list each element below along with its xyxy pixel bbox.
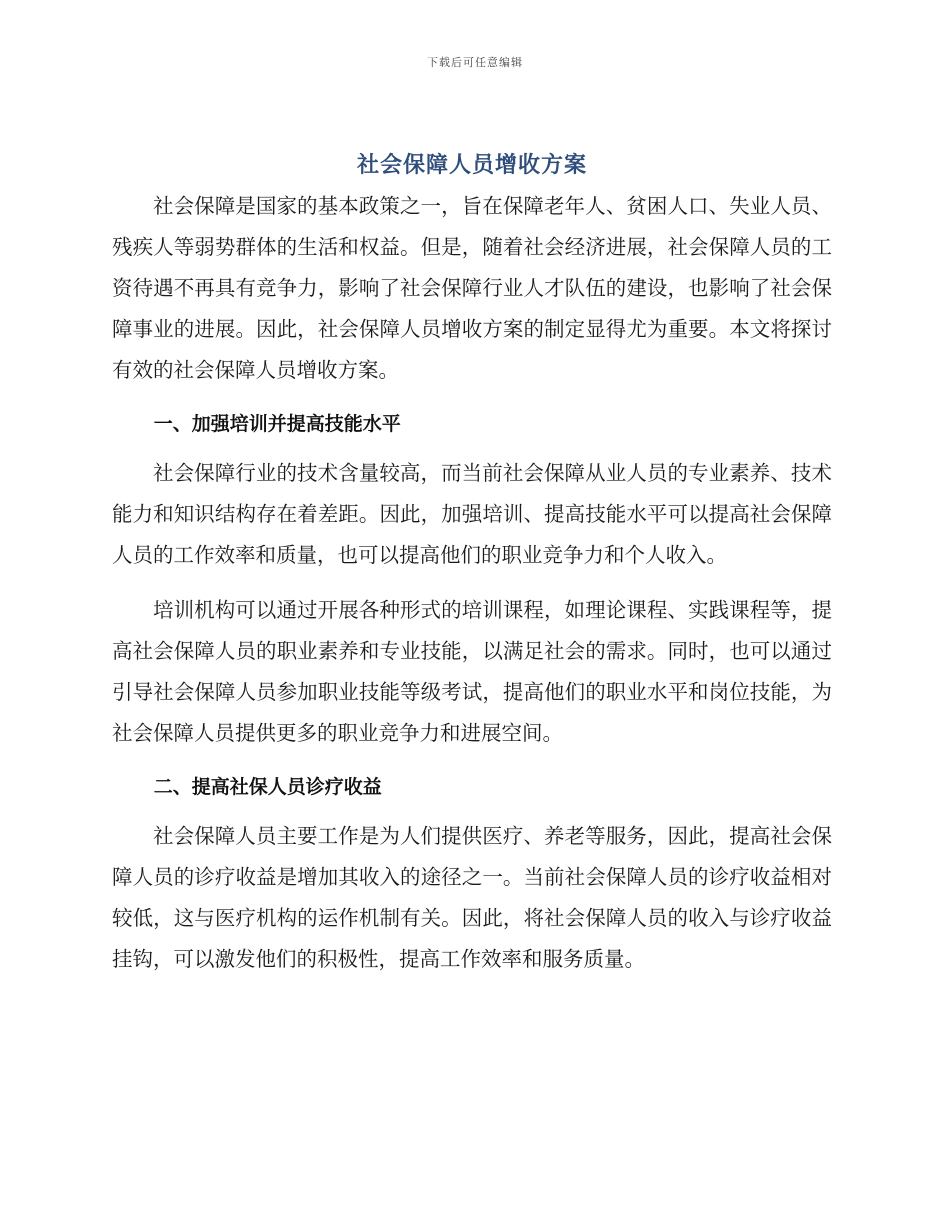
- page-header: 下载后可任意编辑: [427, 56, 523, 69]
- section2-paragraph-1: 社会保障人员主要工作是为人们提供医疗、养老等服务，因此，提高社会保障人员的诊疗收益是增加其收入的途径之一。当前社会保障人员的诊疗收益相对较低，这与医疗机构的运作机制有关。因此，将社会保障人员的收入与诊疗收益挂钩，可以激发他们的积极性，提高工作效率和服务质量。: [112, 824, 832, 971]
- section-heading-1: 一、加强培训并提高技能水平: [153, 413, 401, 435]
- intro-paragraph: 社会保障是国家的基本政策之一，旨在保障老年人、贫困人口、失业人员、残疾人等弱势群体的生活和权益。但是，随着社会经济进展，社会保障人员的工资待遇不再具有竞争力，影响了社会保障行业人才队伍的建设，也影响了社会保障事业的进展。因此，社会保障人员增收方案的制定显得尤为重要。本文将探讨有效的社会保障人员增收方案。: [112, 194, 832, 382]
- document-title: 社会保障人员增收方案: [356, 153, 587, 178]
- document-body: [112, 146, 832, 980]
- paragraph-gap: [112, 576, 832, 590]
- section1-paragraph-1: 社会保障行业的技术含量较高，而当前社会保障从业人员的专业素养、技术能力和知识结构存在着差距。因此，加强培训、提高技能水平可以提高社会保障人员的工作效率和质量，也可以提高他们的职业竞争力和个人收入。: [112, 461, 832, 567]
- section1-paragraph-2: 培训机构可以通过开展各种形式的培训课程，如理论课程、实践课程等，提高社会保障人员的职业素养和专业技能，以满足社会的需求。同时，也可以通过引导社会保障人员参加职业技能等级考试，提高他们的职业水平和岗位技能，为社会保障人员提供更多的职业竞争力和进展空间。: [112, 598, 832, 745]
- section-heading-2: 二、提高社保人员诊疗收益: [153, 776, 382, 798]
